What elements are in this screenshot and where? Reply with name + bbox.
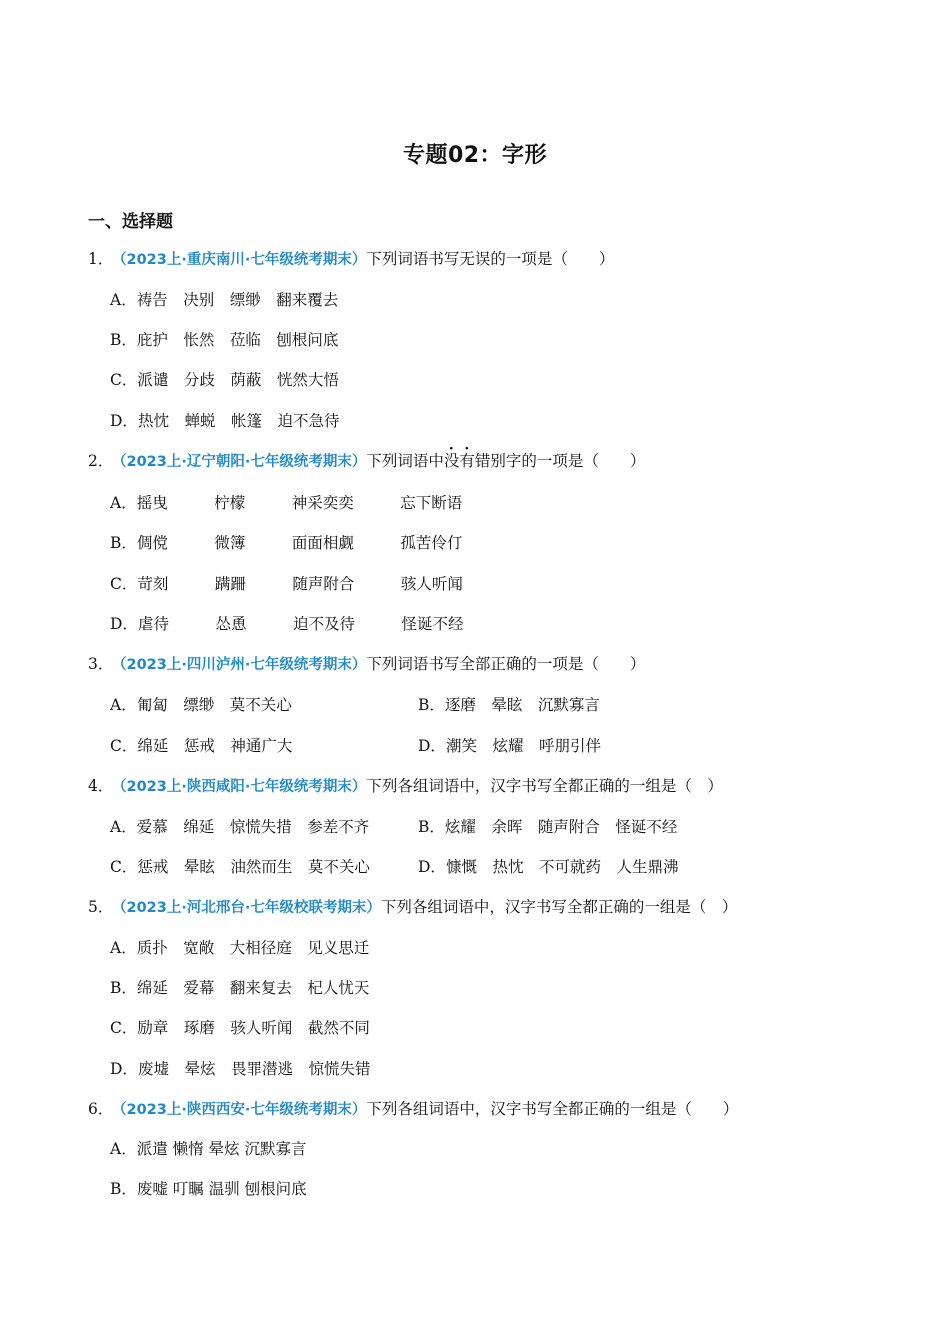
option-b: [110, 532, 462, 554]
option-a: [110, 816, 369, 838]
option-letter: D．: [418, 737, 446, 755]
option-letter: B．: [110, 331, 137, 349]
option-text: 庇护 怅然 莅临 刨根问底: [136, 331, 339, 349]
option-c: [110, 369, 339, 391]
question-4-stem: [88, 775, 723, 798]
option-text: 倜傥 微簿 面面相觑 孤苦伶仃: [136, 534, 463, 552]
option-letter: D．: [110, 615, 138, 633]
question-source: （2023上·陕西西安·七年级统考期末）: [112, 1102, 367, 1118]
option-text: 匍匐 缥缈 莫不关心: [136, 696, 292, 714]
option-b: [110, 1178, 307, 1200]
question-1-stem: [88, 248, 614, 271]
option-letter: D．: [110, 412, 138, 430]
option-text: 绵延 惩戒 神通广大: [137, 737, 293, 755]
question-text: 下列各组词语中，汉字书写全都正确的一组是（ ）: [380, 898, 738, 916]
option-a: [110, 1138, 307, 1160]
question-number: 3．: [88, 655, 114, 673]
option-text: 废墟 晕炫 畏罪潜逃 惊慌失错: [137, 1060, 371, 1078]
option-text: 热忱 蝉蜕 帐篷 迫不急待: [137, 412, 340, 430]
option-text: 摇曳 柠檬 神采奕奕 忘下断语: [136, 494, 463, 512]
option-letter: C．: [110, 371, 138, 389]
option-d: [418, 856, 678, 878]
option-text: 惩戒 晕眩 油然而生 莫不关心: [137, 858, 370, 876]
question-6-stem: [88, 1098, 738, 1121]
option-letter: A．: [110, 494, 137, 512]
option-d: [418, 735, 601, 757]
emphasis-dotted-text: [444, 452, 475, 470]
option-a: [110, 694, 292, 716]
option-a: [110, 289, 338, 311]
option-a: [110, 492, 462, 514]
question-3-stem: [88, 653, 645, 676]
option-letter: A．: [110, 291, 137, 309]
option-letter: A．: [110, 818, 137, 836]
option-letter: B．: [418, 818, 445, 836]
option-b: [418, 816, 677, 838]
section-heading: 一、选择题: [88, 212, 173, 232]
option-b: [110, 329, 338, 351]
option-d: [110, 410, 339, 432]
option-text: 虐待 怂恿 迫不及待 怪诞不经: [137, 615, 464, 633]
question-source: （2023上·河北邢台·七年级校联考期末）: [112, 900, 381, 916]
option-a: [110, 937, 369, 959]
question-number: 1．: [88, 250, 114, 268]
question-5-stem: [88, 896, 737, 919]
question-text: 下列词语书写无误的一项是（ ）: [366, 250, 615, 268]
question-text: 下列各组词语中，汉字书写全都正确的一组是（ ）: [366, 1100, 739, 1118]
option-letter: B．: [110, 534, 137, 552]
option-text: 绵延 爱幕 翻来复去 杞人忧天: [136, 979, 370, 997]
option-c: [110, 573, 463, 595]
option-c: [110, 735, 292, 757]
option-d: [110, 613, 463, 635]
question-number: 5．: [88, 898, 114, 916]
question-text: 下列各组词语中，汉字书写全都正确的一组是（ ）: [366, 777, 723, 795]
question-text: 下列词语中: [366, 452, 444, 470]
option-text: 派谴 分歧 荫蔽 恍然大悟: [137, 371, 339, 389]
option-letter: B．: [418, 696, 445, 714]
question-number: 6．: [88, 1100, 114, 1118]
option-text: 质扑 宽敞 大相径庭 见义思迁: [136, 939, 370, 957]
question-source: （2023上·四川泸州·七年级统考期末）: [112, 657, 367, 673]
option-letter: A．: [110, 696, 137, 714]
question-number: 4．: [88, 777, 114, 795]
option-b: [110, 977, 369, 999]
option-text: 爱慕 绵延 惊慌失措 参差不齐: [136, 818, 370, 836]
option-b: [418, 694, 600, 716]
option-text: 潮笑 炫耀 呼朋引伴: [445, 737, 601, 755]
dotted-char: 有: [459, 452, 475, 470]
option-text: 苛刻 蹒跚 随声附合 骇人听闻: [137, 575, 463, 593]
option-text: 慷慨 热忱 不可就药 人生鼎沸: [445, 858, 679, 876]
question-number: 2．: [88, 452, 114, 470]
question-text: 错别字的一项是（ ）: [474, 452, 646, 470]
option-text: 逐磨 晕眩 沉默寡言: [444, 696, 600, 714]
option-letter: C．: [110, 1019, 138, 1037]
option-text: 祷告 决别 缥缈 翻来覆去: [136, 291, 339, 309]
question-source: （2023上·辽宁朝阳·七年级统考期末）: [112, 454, 367, 470]
dotted-char: 没: [443, 452, 460, 470]
question-source: （2023上·陕西咸阳·七年级统考期末）: [112, 779, 367, 795]
option-c: [110, 856, 370, 878]
option-text: 废嘘 叮瞩 温驯 刨根问底: [136, 1180, 307, 1198]
option-letter: D．: [110, 1060, 138, 1078]
option-d: [110, 1058, 370, 1080]
option-c: [110, 1017, 370, 1039]
option-letter: C．: [110, 858, 138, 876]
option-letter: C．: [110, 737, 138, 755]
option-letter: A．: [110, 1140, 137, 1158]
option-letter: B．: [110, 979, 137, 997]
option-text: 派遣 懒惰 晕炫 沉默寡言: [136, 1140, 307, 1158]
question-text: 下列词语书写全部正确的一项是（ ）: [366, 655, 646, 673]
question-source: （2023上·重庆南川·七年级统考期末）: [112, 252, 367, 268]
option-letter: C．: [110, 575, 138, 593]
option-text: 励章 琢磨 骇人听闻 截然不同: [137, 1019, 370, 1037]
page-title: 专题02：字形: [402, 143, 548, 168]
question-2-stem: [88, 450, 645, 473]
option-letter: D．: [418, 858, 446, 876]
option-letter: B．: [110, 1180, 137, 1198]
option-letter: A．: [110, 939, 137, 957]
option-text: 炫耀 余晖 随声附合 怪诞不经: [444, 818, 678, 836]
